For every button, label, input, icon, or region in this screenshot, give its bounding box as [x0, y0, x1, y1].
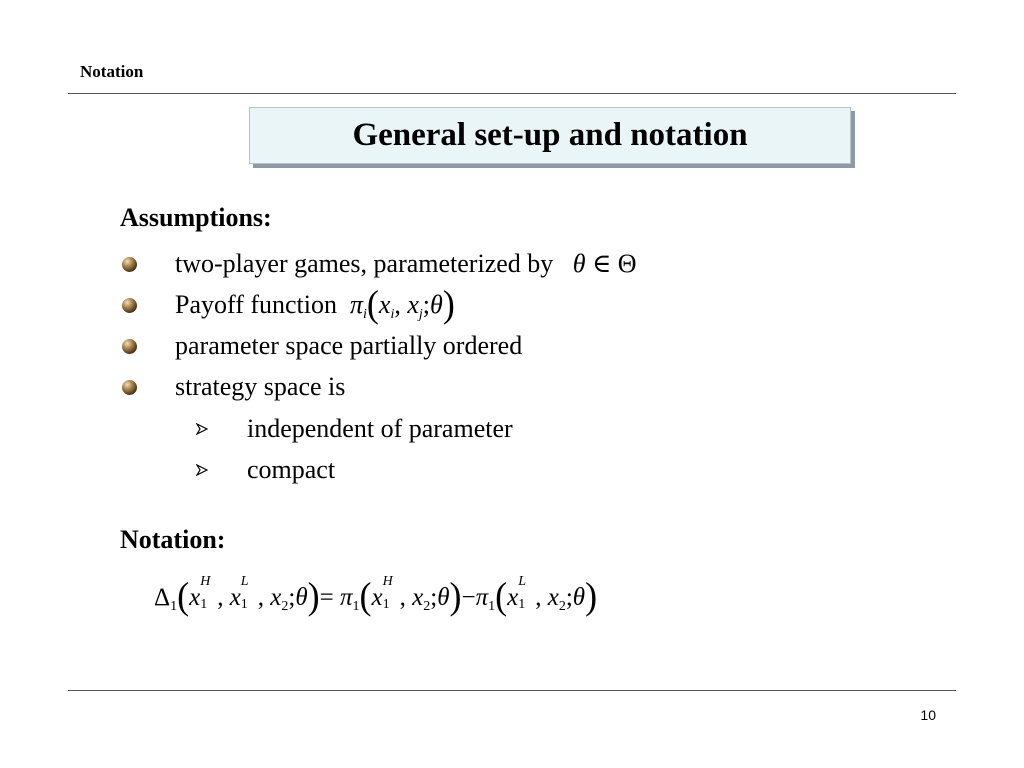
notation-heading: Notation:	[120, 525, 226, 554]
slide-title: General set-up and notation	[352, 117, 748, 153]
arrowhead-bullet-icon	[196, 464, 208, 476]
header-divider	[68, 93, 956, 94]
footer-divider	[68, 690, 956, 691]
bullet-text: two-player games, parameterized by	[175, 249, 554, 278]
sub-bullet-item	[196, 455, 336, 485]
notation-equation: $\Delta_1(x$ H 1 , x L 1 , $x_2;\theta)= \pi_1(x$ H 1 , $x_2;\theta)-\pi_1(x$ L 1 , $x_2;\theta$)	[154, 574, 598, 617]
bullet-text: Payoff function	[175, 290, 337, 319]
bullet-item	[122, 331, 523, 361]
bullet-item	[122, 283, 455, 325]
page-number: 10	[920, 707, 936, 723]
bullet-item	[122, 372, 346, 402]
slide-title-box	[249, 107, 851, 164]
sub-bullet-item	[196, 414, 513, 444]
assumptions-heading: Assumptions:	[120, 203, 272, 232]
sub-bullet-text: compact	[247, 455, 336, 484]
bullet-text: parameter space partially ordered	[175, 331, 523, 360]
bullet-text: strategy space is	[175, 372, 346, 401]
bronze-ball-bullet-icon	[122, 298, 137, 313]
bronze-ball-bullet-icon	[122, 257, 137, 272]
payoff-formula: $\pi_i(x_i$, $x_j;\theta$)	[343, 283, 455, 325]
arrowhead-bullet-icon	[196, 423, 208, 435]
theta-in-Theta-formula: θ ∈ Θ	[559, 249, 637, 278]
bronze-ball-bullet-icon	[122, 339, 137, 354]
bullet-item	[122, 249, 637, 279]
bronze-ball-bullet-icon	[122, 380, 137, 395]
sub-bullet-text: independent of parameter	[247, 414, 513, 443]
section-title: Notation	[80, 62, 144, 81]
